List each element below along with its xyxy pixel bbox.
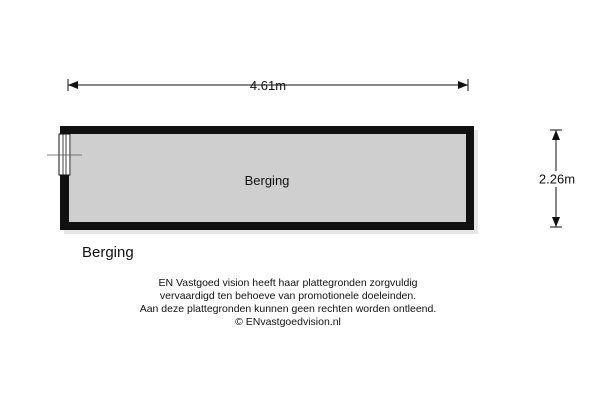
floor-title: Berging <box>82 244 134 261</box>
height-arrow-bottom <box>552 217 560 227</box>
width-arrow-right <box>458 81 468 89</box>
width-arrow-left <box>68 81 78 89</box>
disclaimer-line: Aan deze plattegronden kunnen geen rechten worden ontleend. <box>139 303 437 315</box>
room-berging <box>60 126 478 234</box>
height-arrow-top <box>552 130 560 140</box>
width-dimension <box>68 78 468 93</box>
height-dimension <box>530 130 584 227</box>
disclaimer-line: vervaardigd ten behoeve van promotionele doeleinden. <box>159 290 417 302</box>
disclaimer-copyright: © ENvastgoedvision.nl <box>235 316 341 328</box>
disclaimer <box>0 277 576 329</box>
room-label: Berging <box>244 173 290 188</box>
height-dimension-label: 2.26m <box>538 171 576 187</box>
disclaimer-line: EN Vastgoed vision heeft haar plattegronden zorgvuldig <box>158 277 418 289</box>
window-opening <box>58 134 71 175</box>
width-dimension-label: 4.61m <box>249 78 287 93</box>
